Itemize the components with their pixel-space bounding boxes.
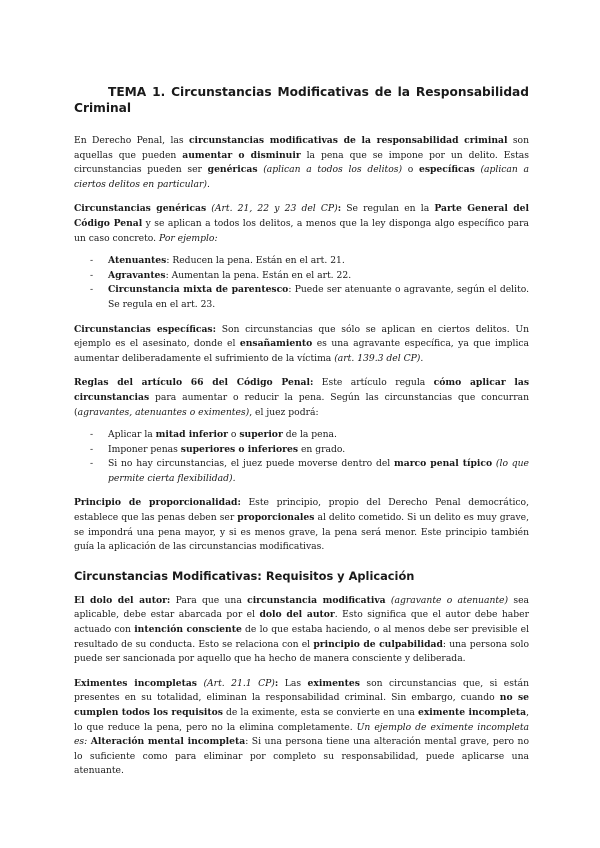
- proporcionalidad-paragraph: Principio de proporcionalidad: Este principio, propio del Derecho Penal democrático, establece que las penas deben ser proporcionales al delito cometido. Si un delito es muy grave, se impondrá una pena mayor, y si es menos grave, la pena será menor. Este principio también guía la aplicación de las circunstancias modificativas.: [74, 497, 529, 553]
- page-title: TEMA 1. Circunstancias Modificativas de la Responsabilidad Criminal: [74, 85, 529, 115]
- reglas-paragraph: Reglas del artículo 66 del Código Penal: Este artículo regula cómo aplicar las circunstancias para aumentar o reducir la pena. Según las circunstancias que concurran (agravantes, atenuantes o eximentes), el juez podrá:: [74, 377, 529, 418]
- list-item: - Atenuantes: Reducen la pena. Están en el art. 21.: [74, 254, 529, 269]
- intro-paragraph: En Derecho Penal, las circunstancias modificativas de la responsabilidad criminal son aquellas que pueden aumentar o disminuir la pena que se impone por un delito. Estas circunstancias pueden ser genéricas (aplican a todos los delitos) o específicas (aplican a ciertos delitos en particular).: [74, 135, 529, 190]
- list-item: - Aplicar la mitad inferior o superior de la pena.: [74, 428, 529, 443]
- list-item: - Si no hay circunstancias, el juez puede moverse dentro del marco penal típico (lo que permite cierta flexibilidad).: [74, 457, 529, 486]
- eximentes-paragraph: Eximentes incompletas (Art. 21.1 CP): Las eximentes son circunstancias que, si están presentes en su totalidad, eliminan la responsabilidad criminal. Sin embargo, cuando no se cumplen todos los requisitos de la eximente, esta se convierte en una eximente incompleta, lo que reduce la pena, pero no la elimina completamente. Un ejemplo de eximente incompleta es: Alteración mental incompleta: Si una persona tiene una alteración mental grave, pero no lo suficiente como para eliminar por completo su responsabilidad, puede aplicarse una atenuante.: [74, 677, 529, 777]
- section-title: Circunstancias Modificativas: Requisitos y Aplicación: [74, 568, 415, 583]
- list-item: - Imponer penas superiores o inferiores en grado.: [74, 443, 529, 458]
- dolo-paragraph: El dolo del autor: Para que una circunstancia modificativa (agravante o atenuante) sea aplicable, debe estar abarcada por el dolo del autor. Esto significa que el autor debe haber actuado con intención consciente de lo que estaba haciendo, o al menos debe ser previsible el resultado de su conducta. Esto se relaciona con el principio de culpabilidad: una persona solo puede ser sancionada por aquello que ha hecho de manera consciente y deliberada.: [74, 594, 530, 665]
- genericas-list: [74, 254, 529, 312]
- list-item: - Agravantes: Aumentan la pena. Están en el art. 22.: [74, 269, 529, 284]
- genericas-paragraph: Circunstancias genéricas (Art. 21, 22 y 23 del CP): Se regulan en la Parte General del Código Penal y se aplican a todos los delitos, a menos que la ley disponga algo específico para un caso concreto. Por ejemplo:: [74, 203, 529, 244]
- list-item: - Circunstancia mixta de parentesco: Puede ser atenuante o agravante, según el delito. Se regula en el art. 23.: [74, 283, 529, 312]
- reglas-list: [74, 428, 529, 486]
- especificas-paragraph: Circunstancias específicas: Son circunstancias que sólo se aplican en ciertos delitos. Un ejemplo es el asesinato, donde el ensañamiento es una agravante específica, ya que implica aumentar deliberadamente el sufrimiento de la víctima (art. 139.3 del CP).: [74, 323, 530, 364]
- document-page: [74, 84, 529, 789]
